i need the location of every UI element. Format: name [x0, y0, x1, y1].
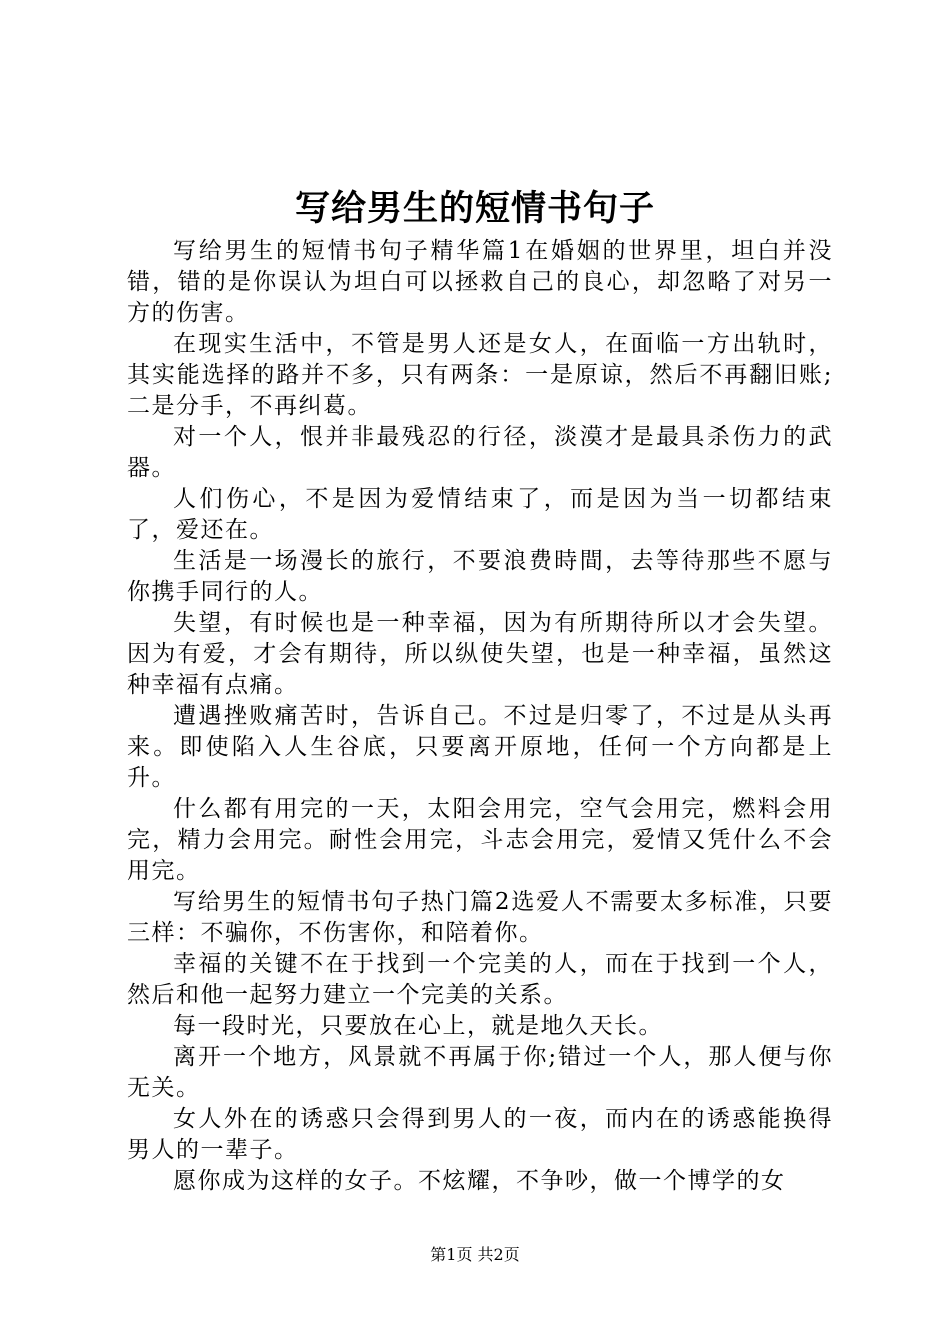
paragraph: 女人外在的诱惑只会得到男人的一夜，而内在的诱惑能换得男人的一辈子。	[127, 1106, 833, 1163]
paragraph: 幸福的关键不在于找到一个完美的人，而在于找到一个人，然后和他一起努力建立一个完美的关系。	[127, 951, 833, 1008]
document-title: 写给男生的短情书句子	[294, 188, 655, 229]
paragraph: 人们伤心，不是因为爱情结束了，而是因为当一切都结束了，爱还在。	[127, 486, 833, 543]
document-body	[127, 236, 833, 1197]
paragraph: 在现实生活中，不管是男人还是女人，在面临一方出轨时，其实能选择的路并不多，只有两条：一是原谅，然后不再翻旧账;二是分手，不再纠葛。	[127, 331, 833, 419]
page-footer: 第1页 共2页	[430, 1245, 520, 1264]
paragraph: 每一段时光，只要放在心上，就是地久天长。	[173, 1013, 663, 1039]
paragraph: 什么都有用完的一天，太阳会用完，空气会用完，燃料会用完，精力会用完。耐性会用完，斗志会用完，爱情又凭什么不会用完。	[127, 796, 833, 884]
paragraph: 愿你成为这样的女子。不炫耀，不争吵，做一个博学的女	[173, 1168, 786, 1194]
paragraph: 遭遇挫败痛苦时，告诉自己。不过是归零了，不过是从头再来。即使陷入人生谷底，只要离开原地，任何一个方向都是上升。	[127, 703, 833, 791]
paragraph: 写给男生的短情书句子精华篇1在婚姻的世界里，坦白并没错，错的是你误认为坦白可以拯救自己的良心，却忽略了对另一方的伤害。	[127, 238, 833, 326]
paragraph: 写给男生的短情书句子热门篇2选爱人不需要太多标准，只要三样：不骗你，不伤害你，和陪着你。	[127, 889, 833, 946]
paragraph: 生活是一场漫长的旅行，不要浪费時間，去等待那些不愿与你携手同行的人。	[127, 548, 833, 605]
paragraph: 离开一个地方，风景就不再属于你;错过一个人，那人便与你无关。	[127, 1044, 833, 1101]
paragraph: 失望，有时候也是一种幸福，因为有所期待所以才会失望。因为有爱，才会有期待，所以纵使失望，也是一种幸福，虽然这种幸福有点痛。	[127, 610, 833, 698]
paragraph: 对一个人，恨并非最残忍的行径，淡漠才是最具杀伤力的武器。	[127, 424, 833, 481]
